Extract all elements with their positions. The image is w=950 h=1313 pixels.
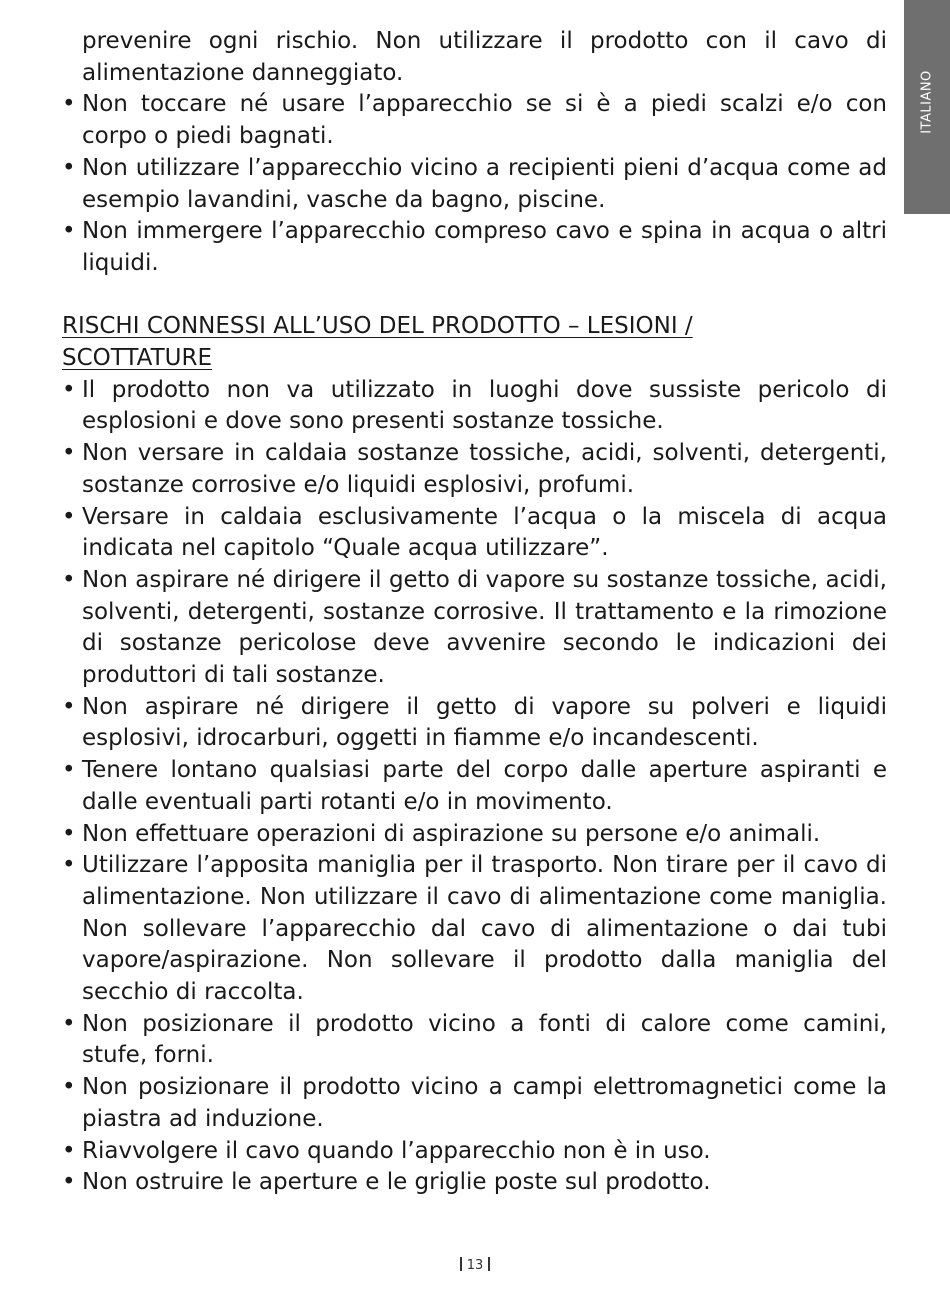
list-item-text: Il prodotto non va utilizzato in luoghi dove sussiste pericolo di esplosioni e dove sono presenti sostanze tossiche. — [82, 376, 887, 435]
list-item — [62, 1136, 887, 1168]
intro-continuation-paragraph: prevenire ogni rischio. Non utilizzare il prodotto con il cavo di alimentazione danneggiato. — [82, 28, 887, 86]
list-item-text: Riavvolgere il cavo quando l’apparecchio non è in uso. — [82, 1137, 711, 1164]
list-item-text: Non aspirare né dirigere il getto di vapore su sostanze tossiche, acidi, solventi, detergenti, sostanze corrosive. Il trattamento e la rimozione di sostanze pericolose deve avvenire secondo le indicazioni dei produttori di tali sostanze. — [82, 566, 887, 689]
list-item — [62, 1072, 887, 1135]
bullet-icon: • — [62, 91, 76, 118]
list-item — [62, 89, 887, 152]
bullet-icon: • — [62, 566, 76, 593]
page-number-left-bar — [460, 1257, 462, 1271]
page-content — [62, 26, 887, 1199]
list-item — [62, 755, 887, 818]
page-number: 13 — [466, 1258, 484, 1273]
section-heading: RISCHI CONNESSI ALL’USO DEL PRODOTTO – LESIONI / SCOTTATURE — [62, 313, 693, 372]
list-item-text: Non toccare né usare l’apparecchio se si è a piedi scalzi e/o con corpo o piedi bagnati. — [82, 91, 887, 150]
first-bullet-list — [62, 89, 887, 279]
list-item-text: Non immergere l’apparecchio compreso cavo e spina in acqua o altri liquidi. — [82, 218, 887, 276]
bullet-icon: • — [62, 218, 76, 245]
bullet-icon: • — [62, 1137, 76, 1164]
list-item — [62, 565, 887, 692]
bullet-icon: • — [62, 154, 76, 181]
list-item-text: Non versare in caldaia sostanze tossiche, acidi, solventi, detergenti, sostanze corrosive e/o liquidi esplosivi, profumi. — [82, 440, 887, 498]
list-item-text: Tenere lontano qualsiasi parte del corpo dalle aperture aspiranti e dalle eventuali parti rotanti e/o in movimento. — [82, 757, 887, 815]
list-item — [62, 502, 887, 565]
list-item-text: Versare in caldaia esclusivamente l’acqua o la miscela di acqua indicata nel capitolo “Quale acqua utilizzare”. — [82, 503, 887, 562]
bullet-icon: • — [62, 1169, 76, 1196]
bullet-icon: • — [62, 440, 76, 467]
list-item — [62, 692, 887, 755]
page-number-footer — [0, 1257, 950, 1273]
bullet-icon: • — [62, 376, 76, 403]
list-item — [62, 819, 887, 851]
bullet-icon: • — [62, 503, 76, 530]
page-number-right-bar — [488, 1257, 490, 1271]
language-tab-label: ITALIANO — [919, 70, 935, 134]
language-side-tab — [904, 0, 950, 214]
list-item-text: Non posizionare il prodotto vicino a campi elettromagnetici come la piastra ad induzione. — [82, 1074, 887, 1132]
bullet-icon: • — [62, 820, 76, 847]
list-item-text: Utilizzare l’apposita maniglia per il trasporto. Non tirare per il cavo di alimentazione. Non utilizzare il cavo di alimentazione come maniglia. Non sollevare l’apparecchio dal cavo di alimentazione o dai tubi vapore/aspirazione. Non sollevare il prodotto dalla maniglia del secchio di raccolta. — [82, 852, 887, 1006]
list-item — [62, 216, 887, 279]
list-item-text: Non ostruire le aperture e le griglie poste sul prodotto. — [82, 1169, 711, 1196]
list-item-text: Non effettuare operazioni di aspirazione su persone e/o animali. — [82, 820, 821, 847]
section-bullet-list — [62, 375, 887, 1199]
list-item — [62, 375, 887, 438]
bullet-icon: • — [62, 1010, 76, 1037]
bullet-icon: • — [62, 1074, 76, 1101]
list-item-text: Non utilizzare l’apparecchio vicino a recipienti pieni d’acqua come ad esempio lavandini, vasche da bagno, piscine. — [82, 154, 887, 213]
list-item — [62, 438, 887, 501]
list-item-text: Non posizionare il prodotto vicino a fonti di calore come camini, stufe, forni. — [82, 1010, 887, 1069]
bullet-icon: • — [62, 852, 76, 879]
bullet-icon: • — [62, 693, 76, 720]
list-item-text: Non aspirare né dirigere il getto di vapore su polveri e liquidi esplosivi, idrocarburi, oggetti in fiamme e/o incandescenti. — [82, 693, 887, 752]
bullet-icon: • — [62, 757, 76, 784]
list-item — [62, 1009, 887, 1072]
list-item — [62, 1167, 887, 1199]
list-item — [62, 850, 887, 1009]
list-item — [62, 153, 887, 216]
